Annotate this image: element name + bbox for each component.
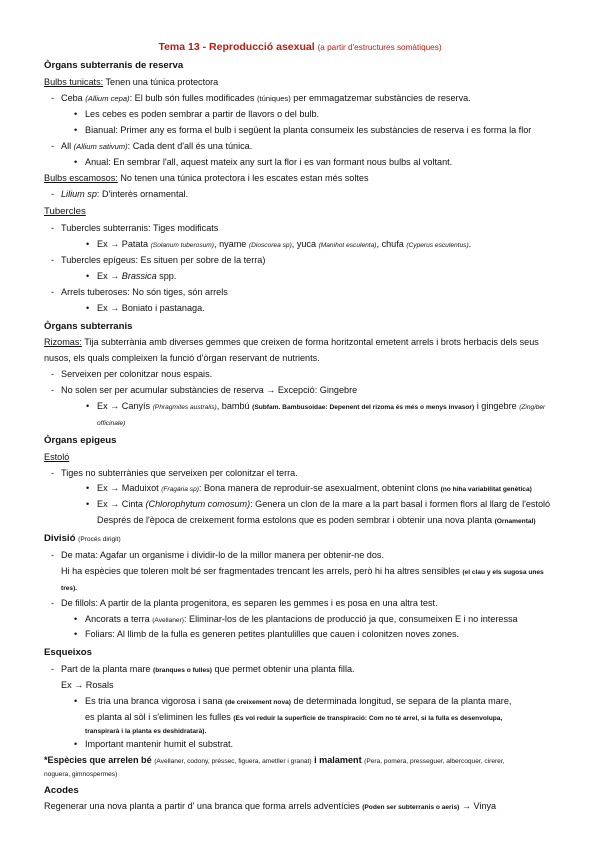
esq-sub1: Es tria una branca vigorosa i sana (85, 695, 226, 706)
ceba-text1: : El bulb són fulles modificades (129, 93, 257, 104)
dot-bullet: • (86, 270, 90, 281)
list-item-ceba (44, 91, 556, 107)
list-subitem (44, 155, 556, 171)
rizomas-item2: No solen ser per acumular substàncies de reserva → Excepció: Gingebre (61, 385, 358, 396)
rizomas-label: Rizomas: (44, 337, 82, 348)
all-name: All (61, 140, 72, 151)
acodes-text2: → Vinya (459, 801, 497, 812)
dash-bullet: - (51, 255, 55, 265)
list-item (44, 253, 556, 269)
latin-name: (Zingiber officinale) (97, 404, 546, 427)
ex-arrow: Ex → (97, 239, 122, 250)
list-item-lilium (44, 187, 556, 203)
list-subitem (44, 627, 556, 643)
divisio-cont: Hi ha espècies que toleren molt bé ser fragmentades trencant les arrels, però hi ha altres sensibles (61, 565, 463, 576)
esq-sub2: Important mantenir humit el substrat. (85, 739, 234, 750)
title-main: Tema 13 - Reproducció asexual (158, 41, 315, 53)
estolo-label: Estoló (44, 451, 70, 462)
dot-bullet: • (86, 239, 90, 250)
small-note: (Pera, pomera, presseguer, albercoquer, cirerer, (364, 758, 505, 766)
dot-bullet: • (74, 613, 78, 624)
section-heading-epigeus: Òrgans epigeus (44, 434, 117, 446)
dot-bullet: • (86, 483, 90, 494)
esqueixos-text1: Part de la planta mare (61, 664, 153, 675)
tubercles-item3-sub: Ex → Boniato i pastanaga. (97, 302, 205, 313)
ex-arrow: Ex → Cinta (97, 499, 146, 510)
dash-bullet: - (51, 549, 55, 560)
small-note: (Avellaner) (152, 616, 184, 624)
esq-sub1-2: de determinada longitud, se separa de la planta mare, (291, 695, 512, 706)
list-item-cont (44, 564, 556, 596)
list-subitem (44, 497, 556, 513)
list-subitem (44, 612, 556, 628)
note-mid: i malament (311, 755, 362, 766)
maduixot-text: : Bona manera de reproduir-se asexualment, obtenint clons (198, 483, 441, 494)
bulbs-tunicats-line (44, 75, 556, 91)
esq-sub1b: es planta al sòl i s'eliminen les fulles (85, 711, 234, 722)
rizomas-item1: Serveixen per colonitzar nous espais. (61, 369, 213, 380)
all-text: : Cada dent d'all és una túnica. (127, 140, 253, 151)
latin-name: (Solanum tuberosum) (150, 242, 214, 250)
ex-arrow: Ex → (97, 401, 122, 412)
list-item-all (44, 139, 556, 155)
tubercles-item2: Tubercles epígeus: Es situen per sobre de la terra) (61, 255, 266, 265)
estolo-item1: Tiges no subterrànies que serveixen per colonitzar el terra. (61, 467, 298, 478)
dot-bullet: • (74, 739, 78, 750)
rizomas-paragraph (44, 335, 556, 367)
list-subitem (44, 107, 556, 123)
dash-bullet: - (51, 385, 55, 396)
lilium-name: Lilium sp (61, 188, 97, 199)
ceba-name: Ceba (61, 93, 83, 104)
cinta-text: : Genera un clon de la mare a la part basal i formen flors al llarg de l'estoló (250, 499, 551, 510)
bulbs-escamosos-label: Bulbs escamosos: (44, 172, 118, 183)
list-item (44, 662, 556, 678)
small-note: (no hiha variabilitat genètica) (440, 486, 532, 494)
bulbs-escamosos-desc: No tenen una túnica protectora i les escates estan més soltes (117, 172, 369, 183)
list-subitem-cont (44, 710, 556, 726)
dot-bullet: • (74, 108, 78, 119)
ceba-sub2: Bianual: Primer any es forma el bulb i següent la planta consumeix les substàncies de reserva i es forma la flor (85, 124, 532, 135)
dash-bullet: - (51, 223, 55, 234)
list-item (44, 466, 556, 482)
small-note: (branques o fulles) (153, 667, 212, 675)
small-note: (Poden ser subterranis o aeris) (362, 804, 460, 812)
list-item (44, 596, 556, 612)
bulbs-tunicats-desc: Tenen una túnica protectora (103, 77, 219, 88)
all-sub1: Anual: En sembrar l'all, aquest mateix any surt la flor i es van formant nous bulbs al voltant. (85, 156, 453, 167)
list-item (44, 367, 556, 383)
ceba-sub1: Les cebes es poden sembrar a partir de llavors o del bulb. (85, 108, 320, 119)
dot-bullet: • (86, 302, 90, 313)
list-subitem-cont: transpirarà i la planta es deshidratarà). (85, 727, 207, 735)
ancorats-text: : Eliminar-los de les plantacions de producció ja que, consumeixen E i no interessa (184, 613, 518, 624)
dash-bullet: - (51, 597, 55, 608)
list-subitem (44, 123, 556, 139)
tubercles-item3: Arrels tuberoses: No són tiges, són arrels (61, 286, 228, 297)
ceba-text2: per emmagatzemar substàncies de reserva. (290, 93, 471, 104)
plant-name: yuca (296, 239, 317, 250)
bulbs-escamosos-line (44, 171, 556, 187)
section-heading-reserve-organs: Òrgans subterranis de reserva (44, 60, 184, 72)
ceba-small: (túniques) (256, 94, 291, 104)
bulbs-tunicats-label: Bulbs tunicats: (44, 77, 104, 88)
acodes-text1: Regenerar una nova planta a partir d' una branca que forma arrels adventícies (44, 801, 363, 812)
dash-bullet: - (51, 467, 55, 478)
acodes-paragraph (44, 799, 556, 815)
list-item (44, 383, 556, 399)
list-subitem (44, 737, 556, 753)
plant-name: Canyís (121, 401, 151, 412)
small-note: (el clau y els sugosa unes tres). (61, 568, 544, 592)
divisio-item2: De fillols: A partir de la planta progenitora, es separen les gemmes i es posa en una altra test. (61, 597, 438, 608)
section-heading-tubercles: Tubercles (44, 206, 86, 218)
list-subitem (44, 301, 556, 317)
divisio-item1: De mata: Agafar un organisme i dividir-lo de la millor manera per obtenir-ne dos. (61, 549, 384, 560)
dash-bullet: - (51, 286, 55, 297)
list-subitem (44, 269, 556, 285)
plant-name: nyame (219, 239, 247, 250)
list-item (44, 285, 556, 301)
species-note (44, 753, 556, 769)
dot-bullet: • (74, 695, 78, 706)
list-subitem (44, 481, 556, 497)
latin-name: (Cyperus esculentus) (406, 242, 469, 250)
dot-bullet: • (74, 629, 78, 640)
ceba-latin: (Allium cepa) (85, 94, 130, 104)
small-note: (Avellaner, codony, préssec, figuera, ametller i granat) (154, 758, 312, 766)
species-note-cont: noguera, gimnospermes) (44, 771, 118, 779)
plant-name: i gingebre (474, 401, 517, 412)
dot-bullet: • (74, 124, 78, 135)
plant-name: Patata (121, 239, 149, 250)
ancorats: Ancorats a terra (85, 613, 153, 624)
section-heading-esqueixos: Esqueixos (44, 647, 92, 659)
latin-name: (Chlorophytum comosum) (145, 499, 251, 510)
small-note: (Es vol reduir la superfície de transpiració: Com no té arrel, si la fulla es desenvolupa, (233, 714, 503, 722)
latin-name: (Dioscorea sp) (248, 242, 292, 250)
plant-rest: spp. (156, 270, 177, 281)
latin-name: (Manihot esculenta) (318, 242, 377, 250)
list-subitem: • Ex → Canyís (Phragmites australis), bambú (Subfam. Bambusoidae: Depenent del rizoma és més o menys invasor) i gingebre (Zingiber officinale) (86, 401, 546, 427)
list-item (44, 548, 556, 564)
divisio-small: (Procés dirigit) (78, 536, 121, 544)
page-title (44, 38, 556, 56)
list-subitem (44, 694, 556, 710)
dot-bullet: • (86, 499, 90, 510)
dot-bullet: • (74, 156, 78, 167)
section-heading-divisio (44, 531, 556, 548)
dash-bullet: - (51, 188, 55, 199)
tubercles-item1: Tubercles subterranis: Tiges modificats (61, 223, 219, 234)
dot-bullet: • (86, 401, 90, 412)
dash-bullet: - (51, 369, 55, 380)
dash-bullet: - (51, 140, 55, 151)
cinta-cont: Després de l'època de creixement forma estolons que es poden sembrar i obtenir una nova planta (97, 515, 495, 526)
example-line: Ex → Rosals (61, 680, 114, 691)
latin-name: (Fragària sp) (161, 486, 199, 494)
rizomas-text: Tija subterrània amb diverses gemmes que creixen de forma horitzontal emetent arrels i brots herbacis dels seus nusos, els quals compleixen la funció d'òrgan reservant de nutrients. (44, 337, 539, 364)
small-note: (Ornamental) (494, 518, 536, 526)
list-subitem-cont (44, 513, 556, 529)
dash-bullet: - (51, 664, 55, 675)
section-heading-subterranean: Òrgans subterranis (44, 320, 133, 332)
foliars: Foliars: Al llimb de la fulla es generen petites plantulilles que cauen i colonitzen noves zones. (85, 629, 460, 640)
plant-name: Brassica (121, 270, 157, 281)
small-note: (de creixement nova) (225, 698, 291, 706)
list-item (44, 221, 556, 237)
latin-name: (Subfam. Bambusoidae: Depenent del rizoma és més o menys invasor) (252, 404, 475, 412)
ex-arrow: Ex → (97, 270, 122, 281)
divisio-heading: Divisió (44, 533, 76, 545)
title-sub: (a partir d'estructures somàtiques) (317, 43, 442, 52)
plant-name: chufa (381, 239, 404, 250)
all-latin: (Allium sativum) (73, 141, 128, 151)
section-heading-acodes: Acodes (44, 784, 79, 796)
dash-bullet: - (51, 93, 55, 104)
esqueixos-text2: que permet obtenir una planta filla. (211, 664, 355, 675)
note-star: *Espècies que arrelen bé (44, 755, 152, 766)
lilium-text: : D'interès ornamental. (96, 188, 189, 199)
list-subitem: • Ex → Patata (Solanum tuberosum), nyame (Dioscorea sp), yuca (Manihot esculenta), chufa (Cyperus esculentus). (44, 237, 556, 253)
plant-name: bambú (221, 401, 250, 412)
ex-arrow: Ex → Maduixot (97, 483, 162, 494)
latin-name: (Phragmites australis) (152, 404, 217, 412)
